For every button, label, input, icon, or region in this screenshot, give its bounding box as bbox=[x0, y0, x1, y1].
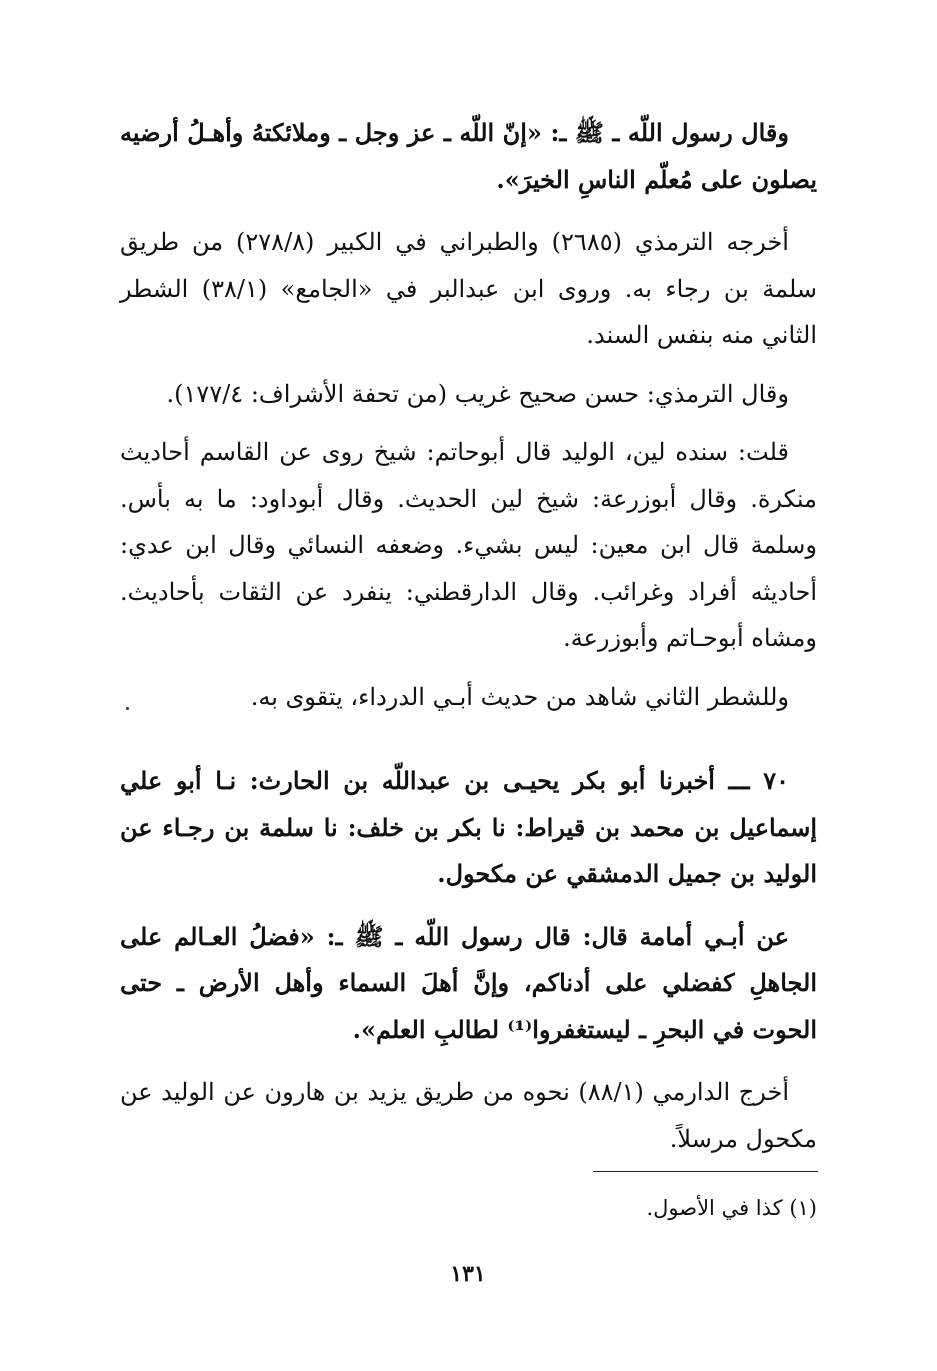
stray-dot bbox=[126, 707, 129, 710]
takhrij-paragraph-2: أخرج الدارمي (٨٨/١) نحوه من طريق يزيد بن هارون عن الوليد عن مكحول مرسلاً. bbox=[120, 1078, 817, 1153]
shahid-paragraph: وللشطر الثاني شاهد من حديث أبـي الدرداء، يتقوى به. bbox=[250, 682, 789, 711]
commentary-paragraph: قلت: سنده لين، الوليد قال أبوحاتم: شيخ روى عن القاسم أحاديث منكرة. وقال أبوزرعة: شيخ لين الحديث. وقال أبوداود: ما به بأس. وسلمة قال ابن معين: ليس بشيء. وضعفه النسائي وقال ابن عدي: أحاديثه أفراد وغرائب. وقال الدارقطني: ينفرد عن الثقات بأحاديث. ومشاه أبوحـاتم وأبوزرعة. bbox=[120, 438, 817, 652]
page-body bbox=[120, 110, 817, 1162]
page-number: ١٣١ bbox=[450, 1261, 486, 1287]
hadith-70-text: عن أبـي أمامة قال: قال رسول اللّه ـ ﷺ ـ: «فضلُ العـالم على الجاهلِ كفضلي على أدناكم، وإنَّ أهلَ السماء وأهل الأرض ـ حتى الحوت في البحرِ ـ ليستغفروا⁽¹⁾ لطالبِ العلم». bbox=[120, 921, 817, 1044]
isnad-70-paragraph: ٧٠ ـــ أخبرنا أبو بكر يحيـى بن عبداللّه بن الحارث: نـا أبو علي إسماعيل بن محمد بن قيراط: نا بكر بن خلف: نا سلمة بن رجـاء عن الوليد بن جميل الدمشقي عن مكحول. bbox=[120, 766, 817, 888]
footnote: (١) كذا في الأصول. bbox=[646, 1196, 817, 1220]
hadith-69-text: وقال رسول اللّه ـ ﷺ ـ: «إنّ اللّه ـ عز وجل ـ وملائكتهُ وأهـلُ أرضيه يصلون على مُعلّم الناسِ الخيرَ». bbox=[120, 118, 817, 194]
takhrij-paragraph-1: أخرجه الترمذي (٢٦٨٥) والطبراني في الكبير (٢٧٨/٨) من طريق سلمة بن رجاء به. وروى ابن عبدالبر في «الجامع» (٣٨/١) الشطر الثاني منه بنفس السند. bbox=[120, 228, 817, 349]
tirmidhi-grade-paragraph: وقال الترمذي: حسن صحيح غريب (من تحفة الأشراف: ١٧٧/٤). bbox=[166, 379, 789, 408]
footnote-separator bbox=[593, 1171, 818, 1172]
